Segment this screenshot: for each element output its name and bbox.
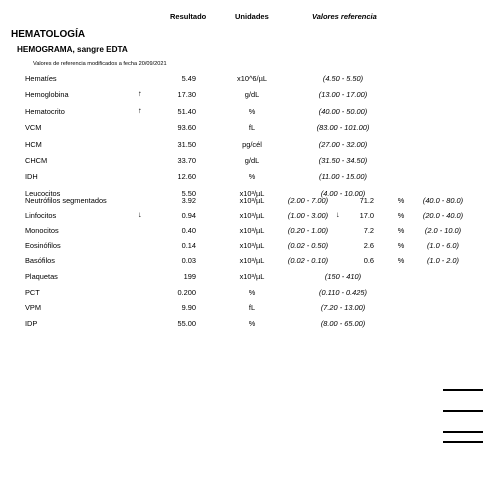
percent-unit: % [397, 196, 405, 205]
reference-range: (1.00 - 3.00) [287, 210, 329, 220]
result-value: 5.50 [181, 188, 196, 198]
unit-label: x10³/µL [239, 255, 265, 265]
analyte-name: Basófilos [25, 255, 55, 265]
table-row [0, 224, 483, 238]
signature-line [443, 410, 483, 412]
unit-label: x10³/µL [239, 196, 265, 205]
reference-range: (83.00 - 101.00) [316, 123, 370, 133]
column-header-resultado: Resultado [170, 12, 207, 21]
reference-range: (0.02 - 0.10) [287, 255, 329, 265]
percent-unit: % [397, 225, 405, 235]
analyte-name: Eosinófilos [25, 240, 61, 250]
result-value: 17.30 [177, 90, 196, 100]
percent-value: 0.6 [363, 255, 374, 265]
result-value: 5.49 [181, 74, 196, 83]
analyte-name: VPM [25, 303, 42, 312]
table-row [0, 286, 483, 300]
analyte-name: Leucocitos [25, 188, 61, 198]
unit-label: x10³/µL [239, 240, 265, 250]
column-header-valores-referencia: Valores referencia [312, 12, 377, 21]
unit-label: x10³/µL [239, 188, 265, 198]
table-row [0, 170, 483, 184]
unit-label: x10^6/µL [237, 74, 267, 83]
result-value: 9.90 [181, 303, 196, 312]
table-row [0, 88, 483, 102]
table-row [0, 105, 483, 119]
analyte-name: Neutrófilos segmentados [25, 196, 107, 205]
analyte-name: IDH [25, 172, 38, 182]
result-value: 55.00 [177, 318, 196, 328]
analyte-name: CHCM [25, 156, 48, 165]
reference-range: (8.00 - 65.00) [320, 318, 366, 328]
flag-arrow-icon: ↓ [138, 209, 142, 219]
result-value: 93.60 [177, 123, 196, 133]
table-row [0, 154, 483, 168]
table-row [0, 209, 483, 223]
result-value: 51.40 [177, 106, 196, 116]
result-value: 3.92 [181, 196, 196, 205]
result-value: 199 [183, 272, 196, 281]
table-row [0, 121, 483, 135]
analyte-name: IDP [25, 318, 38, 328]
percent-reference-range: (1.0 - 2.0) [426, 255, 460, 265]
unit-label: pg/cél [242, 139, 262, 149]
table-row [0, 254, 483, 268]
reference-note: Valores de referencia modificados a fecha 20/09/2021 [33, 61, 167, 67]
signature-line [443, 441, 483, 443]
table-row [0, 72, 483, 86]
unit-label: g/dL [244, 156, 260, 165]
result-value: 33.70 [177, 156, 196, 165]
unit-label: % [248, 106, 256, 116]
analyte-name: Monocitos [25, 225, 59, 235]
percent-reference-range: (20.0 - 40.0) [422, 210, 464, 220]
subsection-title: HEMOGRAMA, sangre EDTA [17, 45, 128, 54]
percent-reference-range: (1.0 - 6.0) [426, 240, 460, 250]
signature-line [443, 389, 483, 391]
table-row [0, 301, 483, 315]
section-title: HEMATOLOGÍA [11, 29, 86, 40]
reference-range: (0.110 - 0.425) [319, 287, 367, 297]
table-row [0, 138, 483, 152]
analyte-name: Hematocrito [25, 106, 65, 116]
analyte-name: Hemoglobina [25, 90, 69, 100]
flag-arrow-icon: ↑ [138, 105, 142, 115]
unit-label: x10³/µL [239, 210, 265, 220]
result-value: 31.50 [177, 139, 196, 149]
unit-label: fL [248, 123, 256, 133]
unit-label: g/dL [244, 90, 260, 100]
reference-range: (7.20 - 13.00) [320, 303, 366, 312]
reference-range: (4.50 - 5.50) [322, 74, 364, 83]
reference-range: (0.20 - 1.00) [287, 225, 329, 235]
percent-unit: % [397, 210, 405, 220]
reference-range: (40.00 - 50.00) [318, 106, 368, 116]
result-value: 0.03 [181, 255, 196, 265]
reference-range: (31.50 - 34.50) [318, 156, 368, 165]
result-value: 0.200 [177, 287, 196, 297]
percent-unit: % [397, 240, 405, 250]
percent-reference-range: (2.0 - 10.0) [424, 225, 462, 235]
percent-value: 2.6 [363, 240, 374, 250]
table-row [0, 194, 483, 208]
unit-label: % [248, 287, 256, 297]
result-value: 12.60 [177, 172, 196, 182]
percent-value: 7.2 [363, 225, 374, 235]
signature-line [443, 431, 483, 433]
result-value: 0.94 [181, 210, 196, 220]
percent-unit: % [397, 255, 405, 265]
result-value: 0.14 [181, 240, 196, 250]
analyte-name: PCT [25, 287, 40, 297]
reference-range: (27.00 - 32.00) [318, 139, 368, 149]
flag-arrow-icon: ↓ [336, 209, 340, 219]
result-value: 0.40 [181, 225, 196, 235]
unit-label: % [248, 318, 256, 328]
reference-range: (2.00 - 7.00) [287, 196, 329, 205]
analyte-name: VCM [25, 123, 42, 133]
percent-reference-range: (40.0 - 80.0) [422, 196, 464, 205]
analyte-name: Hematíes [25, 74, 57, 83]
reference-range: (11.00 - 15.00) [319, 172, 367, 182]
reference-range: (4.00 - 10.00) [320, 188, 366, 198]
analyte-name: Linfocitos [25, 210, 57, 220]
unit-label: x10³/µL [239, 272, 265, 281]
percent-value: 17.0 [359, 210, 374, 220]
unit-label: fL [248, 303, 256, 312]
unit-label: % [248, 172, 256, 182]
column-header-unidades: Unidades [235, 12, 269, 21]
flag-arrow-icon: ↑ [138, 89, 142, 99]
reference-range: (150 - 410) [324, 272, 362, 281]
percent-value: 71.2 [359, 196, 374, 205]
reference-range: (13.00 - 17.00) [318, 90, 368, 100]
analyte-name: Plaquetas [25, 272, 58, 281]
table-row [0, 317, 483, 331]
reference-range: (0.02 - 0.50) [287, 240, 329, 250]
analyte-name: HCM [25, 139, 42, 149]
unit-label: x10³/µL [239, 225, 265, 235]
table-row [0, 239, 483, 253]
table-row [0, 270, 483, 284]
